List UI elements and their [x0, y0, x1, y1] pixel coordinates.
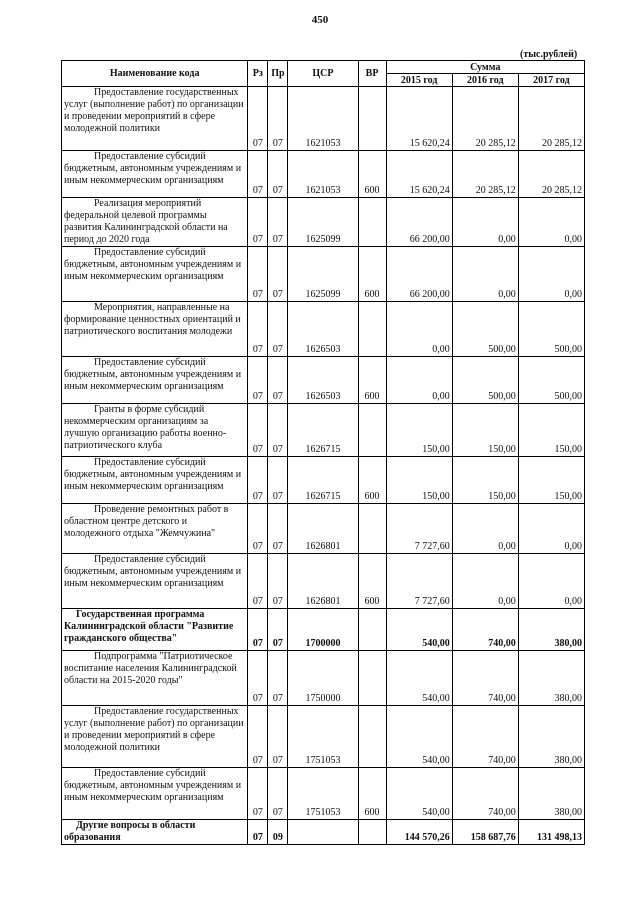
row-2015: 150,00 — [386, 457, 452, 504]
table-row — [62, 609, 585, 651]
table-row — [62, 554, 585, 609]
row-name: Предоставление государственных услуг (выполнение работ) по организации и проведении мероприятий в сфере молодежной политики — [62, 87, 248, 151]
row-2016: 500,00 — [452, 302, 518, 357]
table-row — [62, 820, 585, 845]
row-pr: 07 — [268, 554, 288, 609]
header-sum: Сумма — [386, 61, 584, 74]
row-pr: 07 — [268, 768, 288, 820]
row-name: Предоставление субсидий бюджетным, автономным учреждениям и иным некоммерческим организациям — [62, 357, 248, 404]
row-2015: 0,00 — [386, 357, 452, 404]
row-pr: 07 — [268, 302, 288, 357]
row-2017: 131 498,13 — [518, 820, 584, 845]
row-pr: 07 — [268, 87, 288, 151]
table-row — [62, 357, 585, 404]
row-vr — [358, 198, 386, 247]
page-number: 450 — [311, 14, 329, 26]
row-pr: 07 — [268, 247, 288, 302]
row-2017: 380,00 — [518, 651, 584, 706]
row-2015: 15 620,24 — [386, 151, 452, 198]
row-csr: 1751053 — [288, 706, 358, 768]
row-rz: 07 — [248, 768, 268, 820]
row-vr — [358, 302, 386, 357]
row-pr: 07 — [268, 404, 288, 457]
header-2016: 2016 год — [452, 74, 518, 87]
row-pr: 07 — [268, 504, 288, 554]
row-2017: 500,00 — [518, 302, 584, 357]
row-2017: 150,00 — [518, 457, 584, 504]
row-pr: 07 — [268, 706, 288, 768]
row-2017: 380,00 — [518, 768, 584, 820]
row-rz: 07 — [248, 302, 268, 357]
row-2016: 740,00 — [452, 651, 518, 706]
row-2017: 500,00 — [518, 357, 584, 404]
header-2017: 2017 год — [518, 74, 584, 87]
row-2016: 0,00 — [452, 554, 518, 609]
table-body — [62, 87, 585, 845]
row-name: Предоставление субсидий бюджетным, автономным учреждениям и иным некоммерческим организациям — [62, 554, 248, 609]
row-2017: 0,00 — [518, 247, 584, 302]
row-name: Государственная программа Калининградской области "Развитие гражданского общества" — [62, 609, 248, 651]
row-rz: 07 — [248, 87, 268, 151]
row-rz: 07 — [248, 504, 268, 554]
header-csr: ЦСР — [288, 61, 358, 87]
table-row — [62, 87, 585, 151]
row-vr — [358, 651, 386, 706]
row-csr: 1700000 — [288, 609, 358, 651]
row-2016: 0,00 — [452, 247, 518, 302]
table-row — [62, 198, 585, 247]
row-csr: 1625099 — [288, 247, 358, 302]
row-2015: 540,00 — [386, 651, 452, 706]
row-rz: 07 — [248, 198, 268, 247]
row-2015: 66 200,00 — [386, 198, 452, 247]
row-2015: 7 727,60 — [386, 504, 452, 554]
row-csr: 1626801 — [288, 554, 358, 609]
table-header — [62, 61, 585, 87]
row-2017: 20 285,12 — [518, 151, 584, 198]
row-2016: 740,00 — [452, 706, 518, 768]
row-name: Мероприятия, направленные на формирование ценностных ориентаций и патриотического воспитания молодежи — [62, 302, 248, 357]
header-pr: Пр — [268, 61, 288, 87]
row-name: Предоставление государственных услуг (выполнение работ) по организации и проведении мероприятий в сфере молодежной политики — [62, 706, 248, 768]
row-rz: 07 — [248, 820, 268, 845]
row-pr: 07 — [268, 151, 288, 198]
row-pr: 09 — [268, 820, 288, 845]
row-2016: 20 285,12 — [452, 87, 518, 151]
row-rz: 07 — [248, 457, 268, 504]
row-2015: 150,00 — [386, 404, 452, 457]
row-2016: 20 285,12 — [452, 151, 518, 198]
row-2016: 158 687,76 — [452, 820, 518, 845]
row-2015: 540,00 — [386, 768, 452, 820]
row-vr — [358, 609, 386, 651]
row-pr: 07 — [268, 609, 288, 651]
row-vr — [358, 820, 386, 845]
row-name: Гранты в форме субсидий некоммерческим организациям за лучшую организацию работы военно-патриотического клуба — [62, 404, 248, 457]
header-vr: ВР — [358, 61, 386, 87]
row-name: Предоставление субсидий бюджетным, автономным учреждениям и иным некоммерческим организациям — [62, 151, 248, 198]
row-vr: 600 — [358, 151, 386, 198]
row-2017: 150,00 — [518, 404, 584, 457]
table-row — [62, 457, 585, 504]
row-2015: 66 200,00 — [386, 247, 452, 302]
row-2016: 0,00 — [452, 198, 518, 247]
row-csr: 1621053 — [288, 87, 358, 151]
row-2015: 144 570,26 — [386, 820, 452, 845]
row-rz: 07 — [248, 706, 268, 768]
row-csr: 1626801 — [288, 504, 358, 554]
row-name: Проведение ремонтных работ в областном центре детского и молодежного отдыха "Жемчужина" — [62, 504, 248, 554]
header-rz: Рз — [248, 61, 268, 87]
row-rz: 07 — [248, 651, 268, 706]
row-rz: 07 — [248, 554, 268, 609]
row-csr: 1626715 — [288, 404, 358, 457]
table-row — [62, 504, 585, 554]
row-csr: 1621053 — [288, 151, 358, 198]
row-name: Подпрограмма "Патриотическое воспитание населения Калининградской области на 2015-2020 годы" — [62, 651, 248, 706]
row-vr — [358, 504, 386, 554]
row-name: Предоставление субсидий бюджетным, автономным учреждениям и иным некоммерческим организациям — [62, 768, 248, 820]
row-2017: 20 285,12 — [518, 87, 584, 151]
row-pr: 07 — [268, 357, 288, 404]
row-vr — [358, 404, 386, 457]
row-csr: 1625099 — [288, 198, 358, 247]
row-rz: 07 — [248, 151, 268, 198]
row-rz: 07 — [248, 357, 268, 404]
row-pr: 07 — [268, 651, 288, 706]
row-2015: 0,00 — [386, 302, 452, 357]
row-csr: 1626715 — [288, 457, 358, 504]
row-2016: 0,00 — [452, 504, 518, 554]
row-2016: 740,00 — [452, 609, 518, 651]
table-row — [62, 302, 585, 357]
row-2015: 7 727,60 — [386, 554, 452, 609]
row-2015: 540,00 — [386, 609, 452, 651]
row-pr: 07 — [268, 198, 288, 247]
row-name: Предоставление субсидий бюджетным, автономным учреждениям и иным некоммерческим организациям — [62, 247, 248, 302]
row-csr: 1751053 — [288, 768, 358, 820]
row-csr: 1750000 — [288, 651, 358, 706]
table-row — [62, 151, 585, 198]
header-2015: 2015 год — [386, 74, 452, 87]
row-rz: 07 — [248, 247, 268, 302]
table-row — [62, 404, 585, 457]
table-row — [62, 247, 585, 302]
row-vr — [358, 706, 386, 768]
row-2016: 740,00 — [452, 768, 518, 820]
budget-table — [61, 60, 585, 845]
row-name: Предоставление субсидий бюджетным, автономным учреждениям и иным некоммерческим организациям — [62, 457, 248, 504]
row-vr — [358, 87, 386, 151]
table-row — [62, 706, 585, 768]
row-2016: 150,00 — [452, 457, 518, 504]
row-2016: 150,00 — [452, 404, 518, 457]
row-rz: 07 — [248, 404, 268, 457]
row-vr: 600 — [358, 768, 386, 820]
row-pr: 07 — [268, 457, 288, 504]
row-name: Другие вопросы в области образования — [62, 820, 248, 845]
header-name: Наименование кода — [62, 61, 248, 87]
row-2017: 380,00 — [518, 609, 584, 651]
row-2017: 0,00 — [518, 554, 584, 609]
row-csr: 1626503 — [288, 357, 358, 404]
row-2015: 540,00 — [386, 706, 452, 768]
row-2015: 15 620,24 — [386, 87, 452, 151]
table-row — [62, 768, 585, 820]
row-2017: 0,00 — [518, 504, 584, 554]
row-csr: 1626503 — [288, 302, 358, 357]
row-vr: 600 — [358, 554, 386, 609]
row-2016: 500,00 — [452, 357, 518, 404]
table-row — [62, 651, 585, 706]
row-vr: 600 — [358, 247, 386, 302]
row-2017: 0,00 — [518, 198, 584, 247]
units-label: (тыс.рублей) — [520, 49, 578, 60]
row-vr: 600 — [358, 357, 386, 404]
row-csr — [288, 820, 358, 845]
row-2017: 380,00 — [518, 706, 584, 768]
row-rz: 07 — [248, 609, 268, 651]
row-name: Реализация мероприятий федеральной целевой программы развития Калининградской области на период до 2020 года — [62, 198, 248, 247]
row-vr: 600 — [358, 457, 386, 504]
